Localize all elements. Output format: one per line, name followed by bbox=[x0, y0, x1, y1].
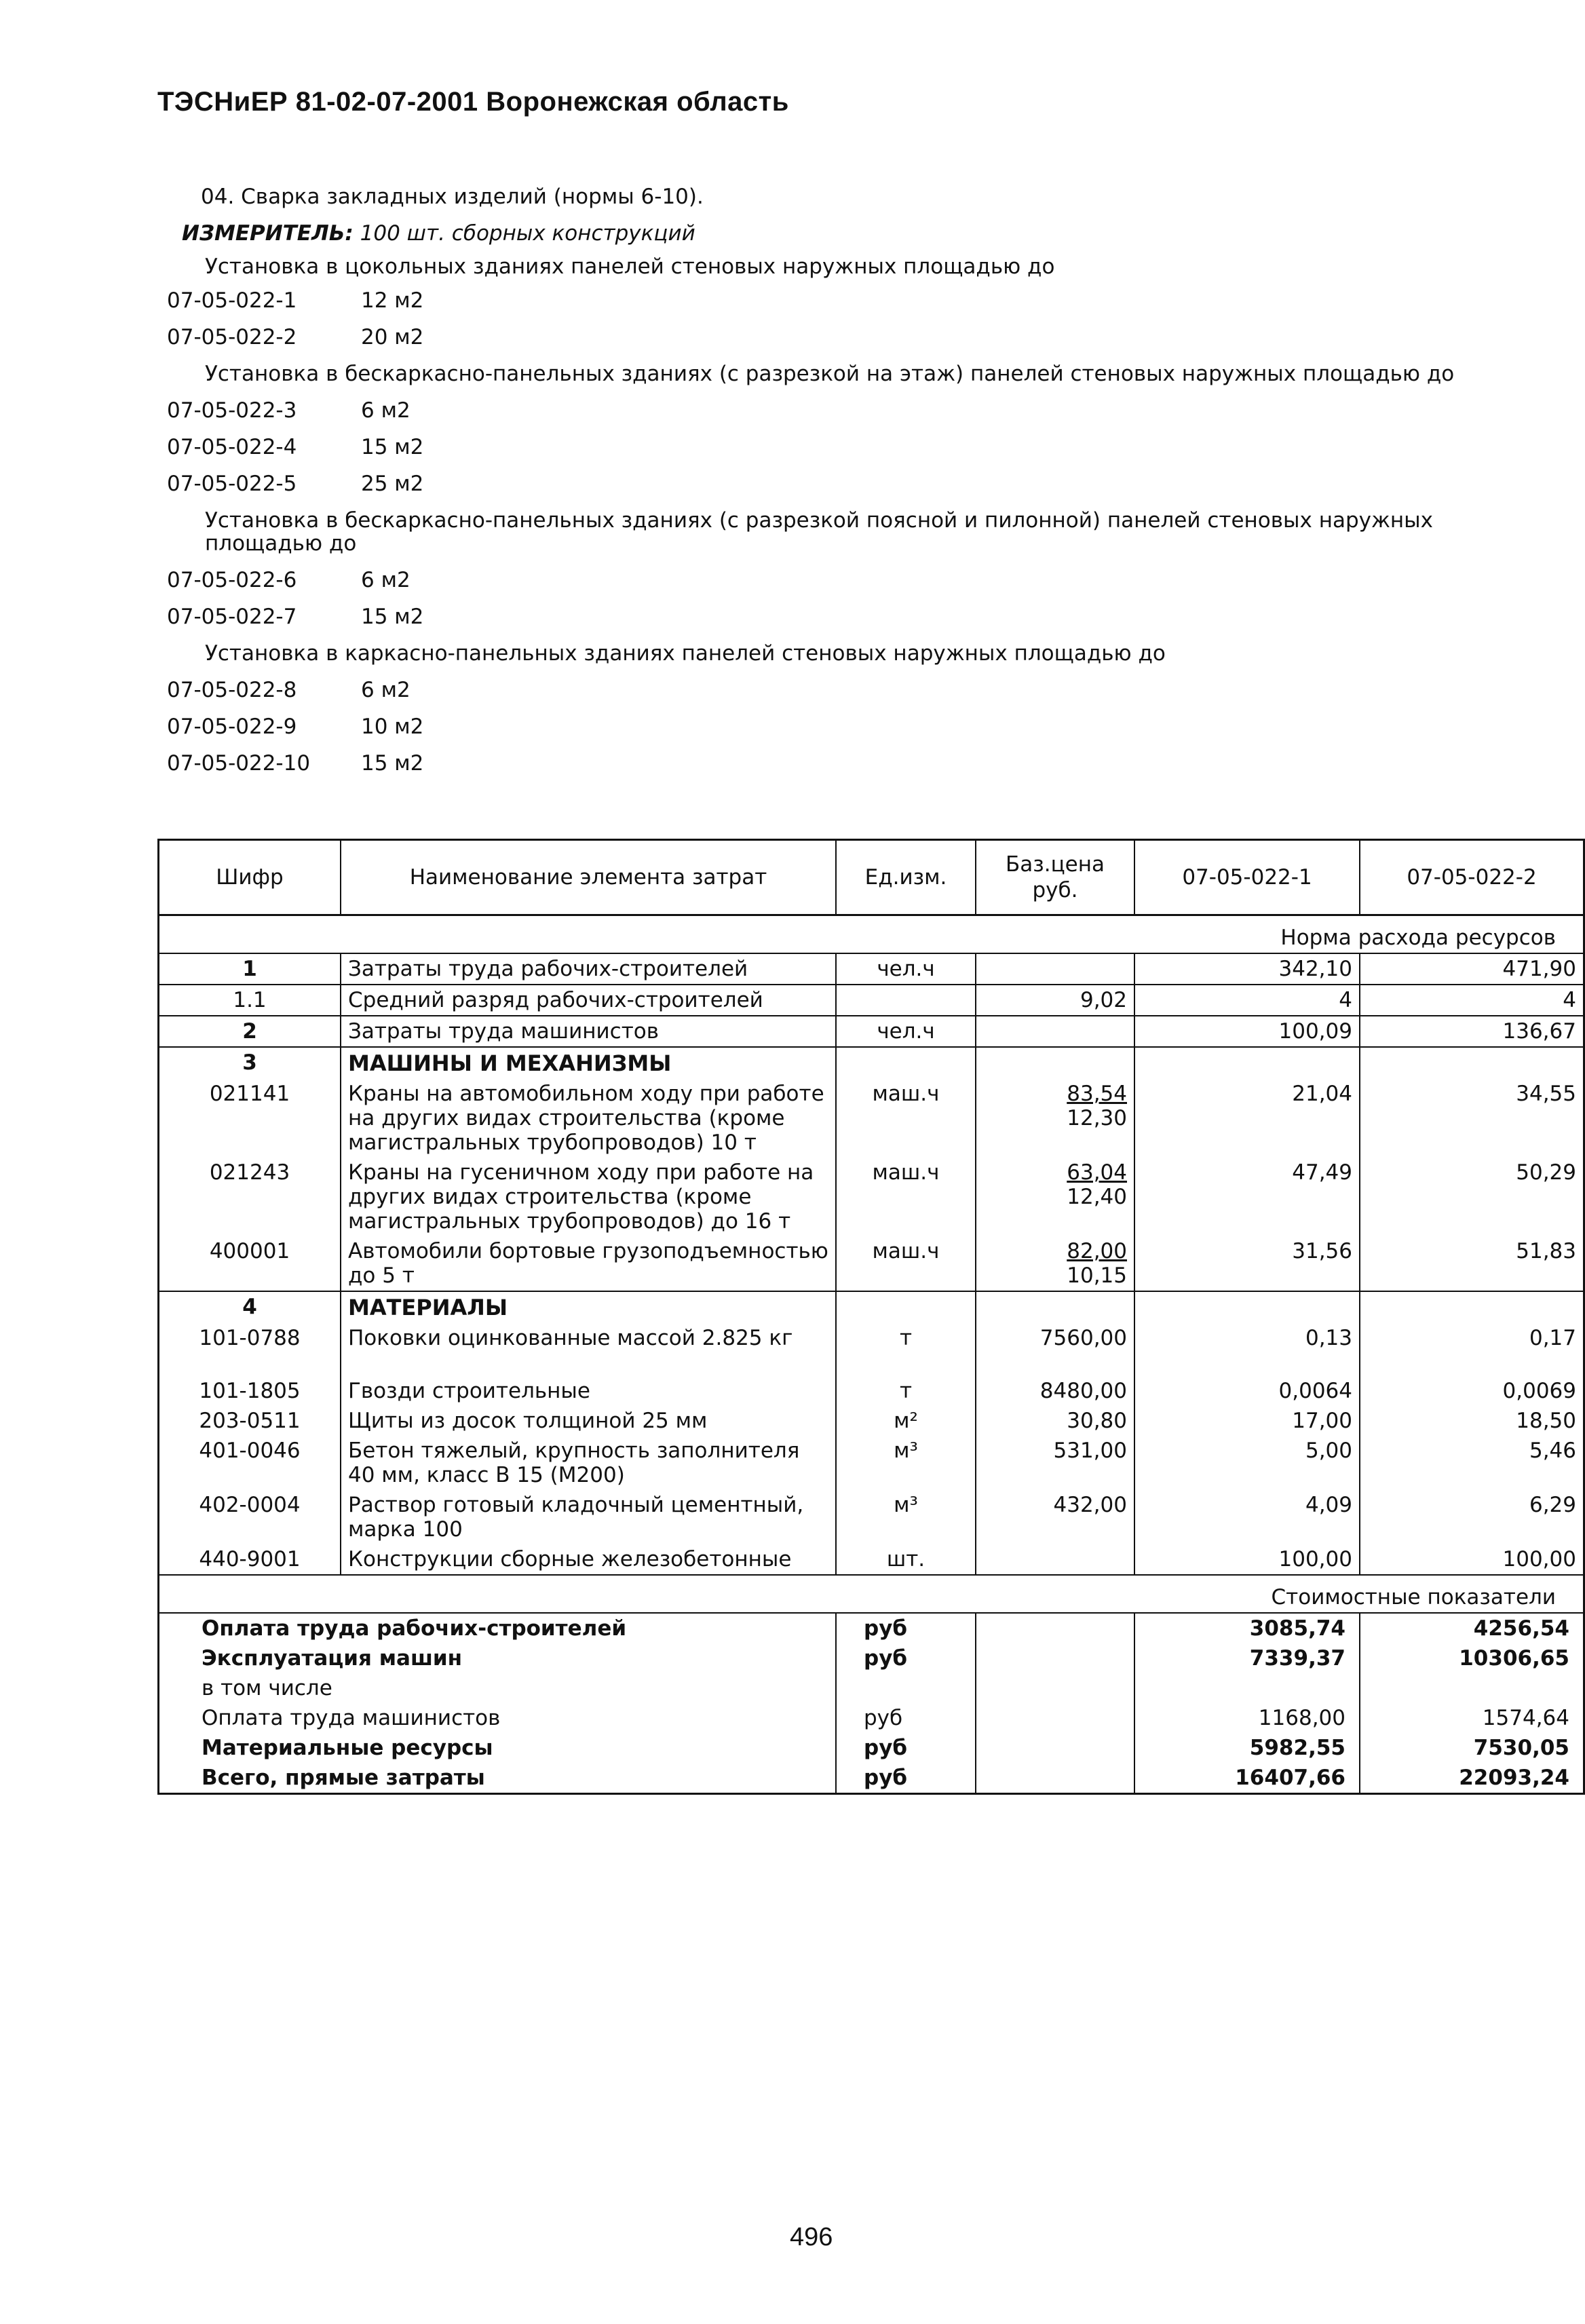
total-price bbox=[976, 1643, 1134, 1673]
cell-price bbox=[976, 1236, 1134, 1291]
cell-name: Щиты из досок толщиной 25 мм bbox=[341, 1406, 836, 1436]
total-row bbox=[159, 1643, 1584, 1673]
cell-price bbox=[976, 1047, 1134, 1079]
cell-name: Краны на автомобильном ходу при работе на других видах строительства (кроме магистральных трубопроводов) 10 т bbox=[341, 1079, 836, 1158]
document-header: ТЭСНиЕР 81-02-07-2001 Воронежская область bbox=[157, 87, 789, 117]
cell-price: 30,80 bbox=[976, 1406, 1134, 1436]
cell-price bbox=[976, 1544, 1134, 1575]
cell-value-2: 100,00 bbox=[1360, 1544, 1584, 1575]
cell-value-2: 136,67 bbox=[1360, 1016, 1584, 1047]
norm-value: 20 м2 bbox=[361, 325, 424, 349]
group-title: Установка в каркасно-панельных зданиях панелей стеновых наружных площадью до bbox=[205, 641, 1166, 666]
cell-code: 402-0004 bbox=[199, 1493, 301, 1517]
total-value-1: 3085,74 bbox=[1134, 1613, 1360, 1643]
group-title: Установка в цокольных зданиях панелей стеновых наружных площадью до bbox=[205, 254, 1055, 279]
group-title: Установка в бескаркасно-панельных зданиях (с разрезкой на этаж) панелей стеновых наружных площадью до bbox=[205, 362, 1455, 386]
header-unit: Ед.изм. bbox=[836, 840, 976, 915]
cell-name: Краны на гусеничном ходу при работе на других видах строительства (кроме магистральных трубопроводов) до 16 т bbox=[341, 1158, 836, 1236]
table-row bbox=[159, 1323, 1584, 1376]
total-value-2: 1574,64 bbox=[1360, 1703, 1584, 1733]
cell-code: 101-1805 bbox=[199, 1379, 301, 1403]
cell-value-2: 50,29 bbox=[1360, 1158, 1584, 1236]
norm-value: 6 м2 bbox=[361, 568, 410, 592]
cell-price: 9,02 bbox=[976, 985, 1134, 1016]
cell-code: 1.1 bbox=[159, 985, 341, 1016]
cell-value-1: 47,49 bbox=[1134, 1158, 1360, 1236]
price-base: 82,00 bbox=[1067, 1239, 1127, 1263]
norm-line bbox=[167, 392, 1510, 429]
table-row bbox=[159, 1376, 1584, 1406]
norm-code: 07-05-022-2 bbox=[167, 325, 297, 349]
cell-value-1: 4 bbox=[1134, 985, 1360, 1016]
resource-table bbox=[157, 839, 1585, 1795]
norm-line bbox=[167, 465, 1510, 502]
norm-code: 07-05-022-9 bbox=[167, 715, 297, 739]
price-base: 83,54 bbox=[1067, 1082, 1127, 1106]
cell-price: 7560,00 bbox=[976, 1323, 1134, 1376]
cell-price bbox=[976, 1016, 1134, 1047]
total-unit: руб bbox=[836, 1733, 976, 1763]
total-price bbox=[976, 1613, 1134, 1643]
page-number: 496 bbox=[790, 2223, 833, 2251]
table-row bbox=[159, 1436, 1584, 1490]
norm-code: 07-05-022-4 bbox=[167, 435, 297, 459]
cell-code: 440-9001 bbox=[199, 1547, 301, 1571]
cell-value-1: 21,04 bbox=[1134, 1079, 1360, 1158]
cell-price: 531,00 bbox=[976, 1436, 1134, 1490]
total-row bbox=[159, 1703, 1584, 1733]
price-secondary: 12,30 bbox=[1067, 1106, 1127, 1130]
cell-price: 432,00 bbox=[976, 1490, 1134, 1544]
resource-table-wrap bbox=[157, 839, 1576, 1795]
total-value-2: 4256,54 bbox=[1360, 1613, 1584, 1643]
table-row bbox=[159, 1406, 1584, 1436]
cell-unit: м² bbox=[836, 1406, 976, 1436]
cell-value-1: 4,09 bbox=[1134, 1490, 1360, 1544]
norm-value: 15 м2 bbox=[361, 751, 424, 776]
cell-unit: маш.ч bbox=[836, 1079, 976, 1158]
norm-value: 6 м2 bbox=[361, 678, 410, 702]
cell-unit: т bbox=[836, 1323, 976, 1376]
band-row-norm bbox=[159, 915, 1584, 954]
cell-unit: чел.ч bbox=[836, 1016, 976, 1047]
table-row bbox=[159, 1158, 1584, 1236]
total-value-2: 7530,05 bbox=[1360, 1733, 1584, 1763]
cell-code: 203-0511 bbox=[199, 1409, 301, 1433]
cell-value-1: 100,00 bbox=[1134, 1544, 1360, 1575]
table-row bbox=[159, 1236, 1584, 1291]
cell-unit bbox=[836, 1291, 976, 1323]
cell-value-2: 34,55 bbox=[1360, 1079, 1584, 1158]
cell-code: 400001 bbox=[159, 1236, 341, 1291]
cell-name: МАШИНЫ И МЕХАНИЗМЫ bbox=[341, 1047, 836, 1079]
norm-line bbox=[167, 708, 1510, 745]
total-price bbox=[976, 1763, 1134, 1794]
total-value-1: 5982,55 bbox=[1134, 1733, 1360, 1763]
table-section-row bbox=[159, 1047, 1584, 1079]
cell-unit: м³ bbox=[836, 1490, 976, 1544]
norm-code: 07-05-022-8 bbox=[167, 678, 297, 702]
band-row-cost bbox=[159, 1575, 1584, 1613]
norm-code: 07-05-022-5 bbox=[167, 472, 297, 496]
cell-value-2: 6,29 bbox=[1360, 1490, 1584, 1544]
total-row bbox=[159, 1613, 1584, 1643]
total-row bbox=[159, 1673, 1584, 1703]
norm-value: 6 м2 bbox=[361, 398, 410, 423]
norm-code: 07-05-022-7 bbox=[167, 605, 297, 629]
cell-value-1: 100,09 bbox=[1134, 1016, 1360, 1047]
cell-name: Средний разряд рабочих-строителей bbox=[341, 985, 836, 1016]
norm-line bbox=[167, 429, 1510, 465]
total-name: Оплата труда машинистов bbox=[202, 1706, 501, 1730]
band-cost: Стоимостные показатели bbox=[159, 1575, 1584, 1613]
cell-name: МАТЕРИАЛЫ bbox=[341, 1291, 836, 1323]
norm-line bbox=[167, 319, 1510, 356]
cell-value-2 bbox=[1360, 1291, 1584, 1323]
total-name: Оплата труда рабочих-строителей bbox=[202, 1616, 627, 1641]
table-row bbox=[159, 1016, 1584, 1047]
total-row bbox=[159, 1763, 1584, 1794]
cell-value-2: 5,46 bbox=[1360, 1436, 1584, 1490]
cell-name: Поковки оцинкованные массой 2.825 кг bbox=[341, 1323, 836, 1376]
norm-groups bbox=[167, 255, 1510, 782]
cell-name: Конструкции сборные железобетонные bbox=[341, 1544, 836, 1575]
total-value-2 bbox=[1360, 1673, 1584, 1703]
measure-label: ИЗМЕРИТЕЛЬ: bbox=[182, 221, 354, 246]
cell-unit: маш.ч bbox=[836, 1236, 976, 1291]
total-price bbox=[976, 1703, 1134, 1733]
cell-code: 401-0046 bbox=[199, 1439, 301, 1463]
band-norm: Норма расхода ресурсов bbox=[159, 915, 1584, 954]
total-unit: руб bbox=[836, 1643, 976, 1673]
norm-line bbox=[167, 745, 1510, 782]
total-value-2: 10306,65 bbox=[1360, 1643, 1584, 1673]
norm-value: 15 м2 bbox=[361, 435, 424, 459]
cell-name: Гвозди строительные bbox=[341, 1376, 836, 1406]
norm-line bbox=[167, 598, 1510, 635]
measure-value: 100 шт. сборных конструкций bbox=[360, 221, 695, 246]
table-row bbox=[159, 1490, 1584, 1544]
price-secondary: 12,40 bbox=[1067, 1185, 1127, 1209]
norm-value: 25 м2 bbox=[361, 472, 424, 496]
total-row bbox=[159, 1733, 1584, 1763]
total-price bbox=[976, 1733, 1134, 1763]
header-name: Наименование элемента затрат bbox=[341, 840, 836, 915]
table-header-row bbox=[159, 840, 1584, 915]
cell-code: 2 bbox=[159, 1016, 341, 1047]
cell-value-1: 0,0064 bbox=[1134, 1376, 1360, 1406]
total-price bbox=[976, 1673, 1134, 1703]
cell-value-1 bbox=[1134, 1047, 1360, 1079]
norm-line bbox=[167, 282, 1510, 319]
norm-code: 07-05-022-3 bbox=[167, 398, 297, 423]
cell-value-1: 5,00 bbox=[1134, 1436, 1360, 1490]
total-unit bbox=[836, 1673, 976, 1703]
header-col1: 07-05-022-1 bbox=[1134, 840, 1360, 915]
cell-value-2: 51,83 bbox=[1360, 1236, 1584, 1291]
cell-unit bbox=[836, 1047, 976, 1079]
total-name: Материальные ресурсы bbox=[202, 1736, 493, 1760]
cell-value-1: 31,56 bbox=[1134, 1236, 1360, 1291]
cell-value-1: 17,00 bbox=[1134, 1406, 1360, 1436]
cell-price bbox=[976, 1158, 1134, 1236]
cell-code: 021243 bbox=[209, 1160, 290, 1185]
cell-price: 8480,00 bbox=[976, 1376, 1134, 1406]
norm-line bbox=[167, 672, 1510, 708]
total-unit: руб bbox=[836, 1613, 976, 1643]
cell-unit: т bbox=[836, 1376, 976, 1406]
norm-code: 07-05-022-6 bbox=[167, 568, 297, 592]
cell-unit: м³ bbox=[836, 1436, 976, 1490]
cell-value-1: 0,13 bbox=[1134, 1323, 1360, 1376]
group-title: Установка в бескаркасно-панельных зданиях (с разрезкой поясной и пилонной) панелей стеновых наружных площадью до bbox=[205, 508, 1434, 556]
cell-value-1 bbox=[1134, 1291, 1360, 1323]
price-base: 63,04 bbox=[1067, 1160, 1127, 1185]
norm-value: 12 м2 bbox=[361, 288, 424, 313]
total-value-1: 16407,66 bbox=[1134, 1763, 1360, 1794]
header-price: Баз.цена руб. bbox=[976, 840, 1134, 915]
cell-value-2 bbox=[1360, 1047, 1584, 1079]
cell-unit: шт. bbox=[836, 1544, 976, 1575]
total-name: в том числе bbox=[202, 1676, 332, 1700]
cell-value-1: 342,10 bbox=[1134, 953, 1360, 985]
cell-code: 021141 bbox=[209, 1082, 290, 1106]
cell-code: 3 bbox=[242, 1050, 257, 1075]
cell-price bbox=[976, 1079, 1134, 1158]
total-unit: руб bbox=[836, 1703, 976, 1733]
table-row bbox=[159, 953, 1584, 985]
header-col2: 07-05-022-2 bbox=[1360, 840, 1584, 915]
cell-price bbox=[976, 1291, 1134, 1323]
total-unit: руб bbox=[836, 1763, 976, 1794]
cell-name: Затраты труда машинистов bbox=[341, 1016, 836, 1047]
cell-price bbox=[976, 953, 1134, 985]
cell-value-2: 471,90 bbox=[1360, 953, 1584, 985]
cell-value-2: 0,17 bbox=[1360, 1323, 1584, 1376]
cell-name: Раствор готовый кладочный цементный, марка 100 bbox=[341, 1490, 836, 1544]
cell-unit: маш.ч bbox=[836, 1158, 976, 1236]
cell-value-2: 4 bbox=[1360, 985, 1584, 1016]
total-value-1 bbox=[1134, 1673, 1360, 1703]
total-value-1: 7339,37 bbox=[1134, 1643, 1360, 1673]
norm-line bbox=[167, 562, 1510, 598]
total-name: Эксплуатация машин bbox=[202, 1646, 463, 1671]
table-row bbox=[159, 1079, 1584, 1158]
norm-code: 07-05-022-10 bbox=[167, 751, 311, 776]
header-code: Шифр bbox=[159, 840, 341, 915]
cell-name: Затраты труда рабочих-строителей bbox=[341, 953, 836, 985]
measure-line bbox=[182, 221, 695, 246]
cell-name: Автомобили бортовые грузоподъемностью до 5 т bbox=[341, 1236, 836, 1291]
cell-code: 1 bbox=[159, 953, 341, 985]
cell-unit bbox=[836, 985, 976, 1016]
total-value-2: 22093,24 bbox=[1360, 1763, 1584, 1794]
norm-value: 10 м2 bbox=[361, 715, 424, 739]
cell-code: 4 bbox=[242, 1295, 257, 1319]
total-name: Всего, прямые затраты bbox=[202, 1766, 485, 1790]
cell-code: 101-0788 bbox=[199, 1326, 301, 1350]
table-section-row bbox=[159, 1291, 1584, 1323]
cell-value-2: 18,50 bbox=[1360, 1406, 1584, 1436]
table-row bbox=[159, 1544, 1584, 1575]
cell-value-2: 0,0069 bbox=[1360, 1376, 1584, 1406]
section-title: 04. Сварка закладных изделий (нормы 6-10). bbox=[201, 185, 704, 209]
norm-value: 15 м2 bbox=[361, 605, 424, 629]
cell-name: Бетон тяжелый, крупность заполнителя 40 мм, класс В 15 (М200) bbox=[341, 1436, 836, 1490]
price-secondary: 10,15 bbox=[1067, 1263, 1127, 1288]
norm-code: 07-05-022-1 bbox=[167, 288, 297, 313]
total-value-1: 1168,00 bbox=[1134, 1703, 1360, 1733]
table-row bbox=[159, 985, 1584, 1016]
cell-unit: чел.ч bbox=[836, 953, 976, 985]
